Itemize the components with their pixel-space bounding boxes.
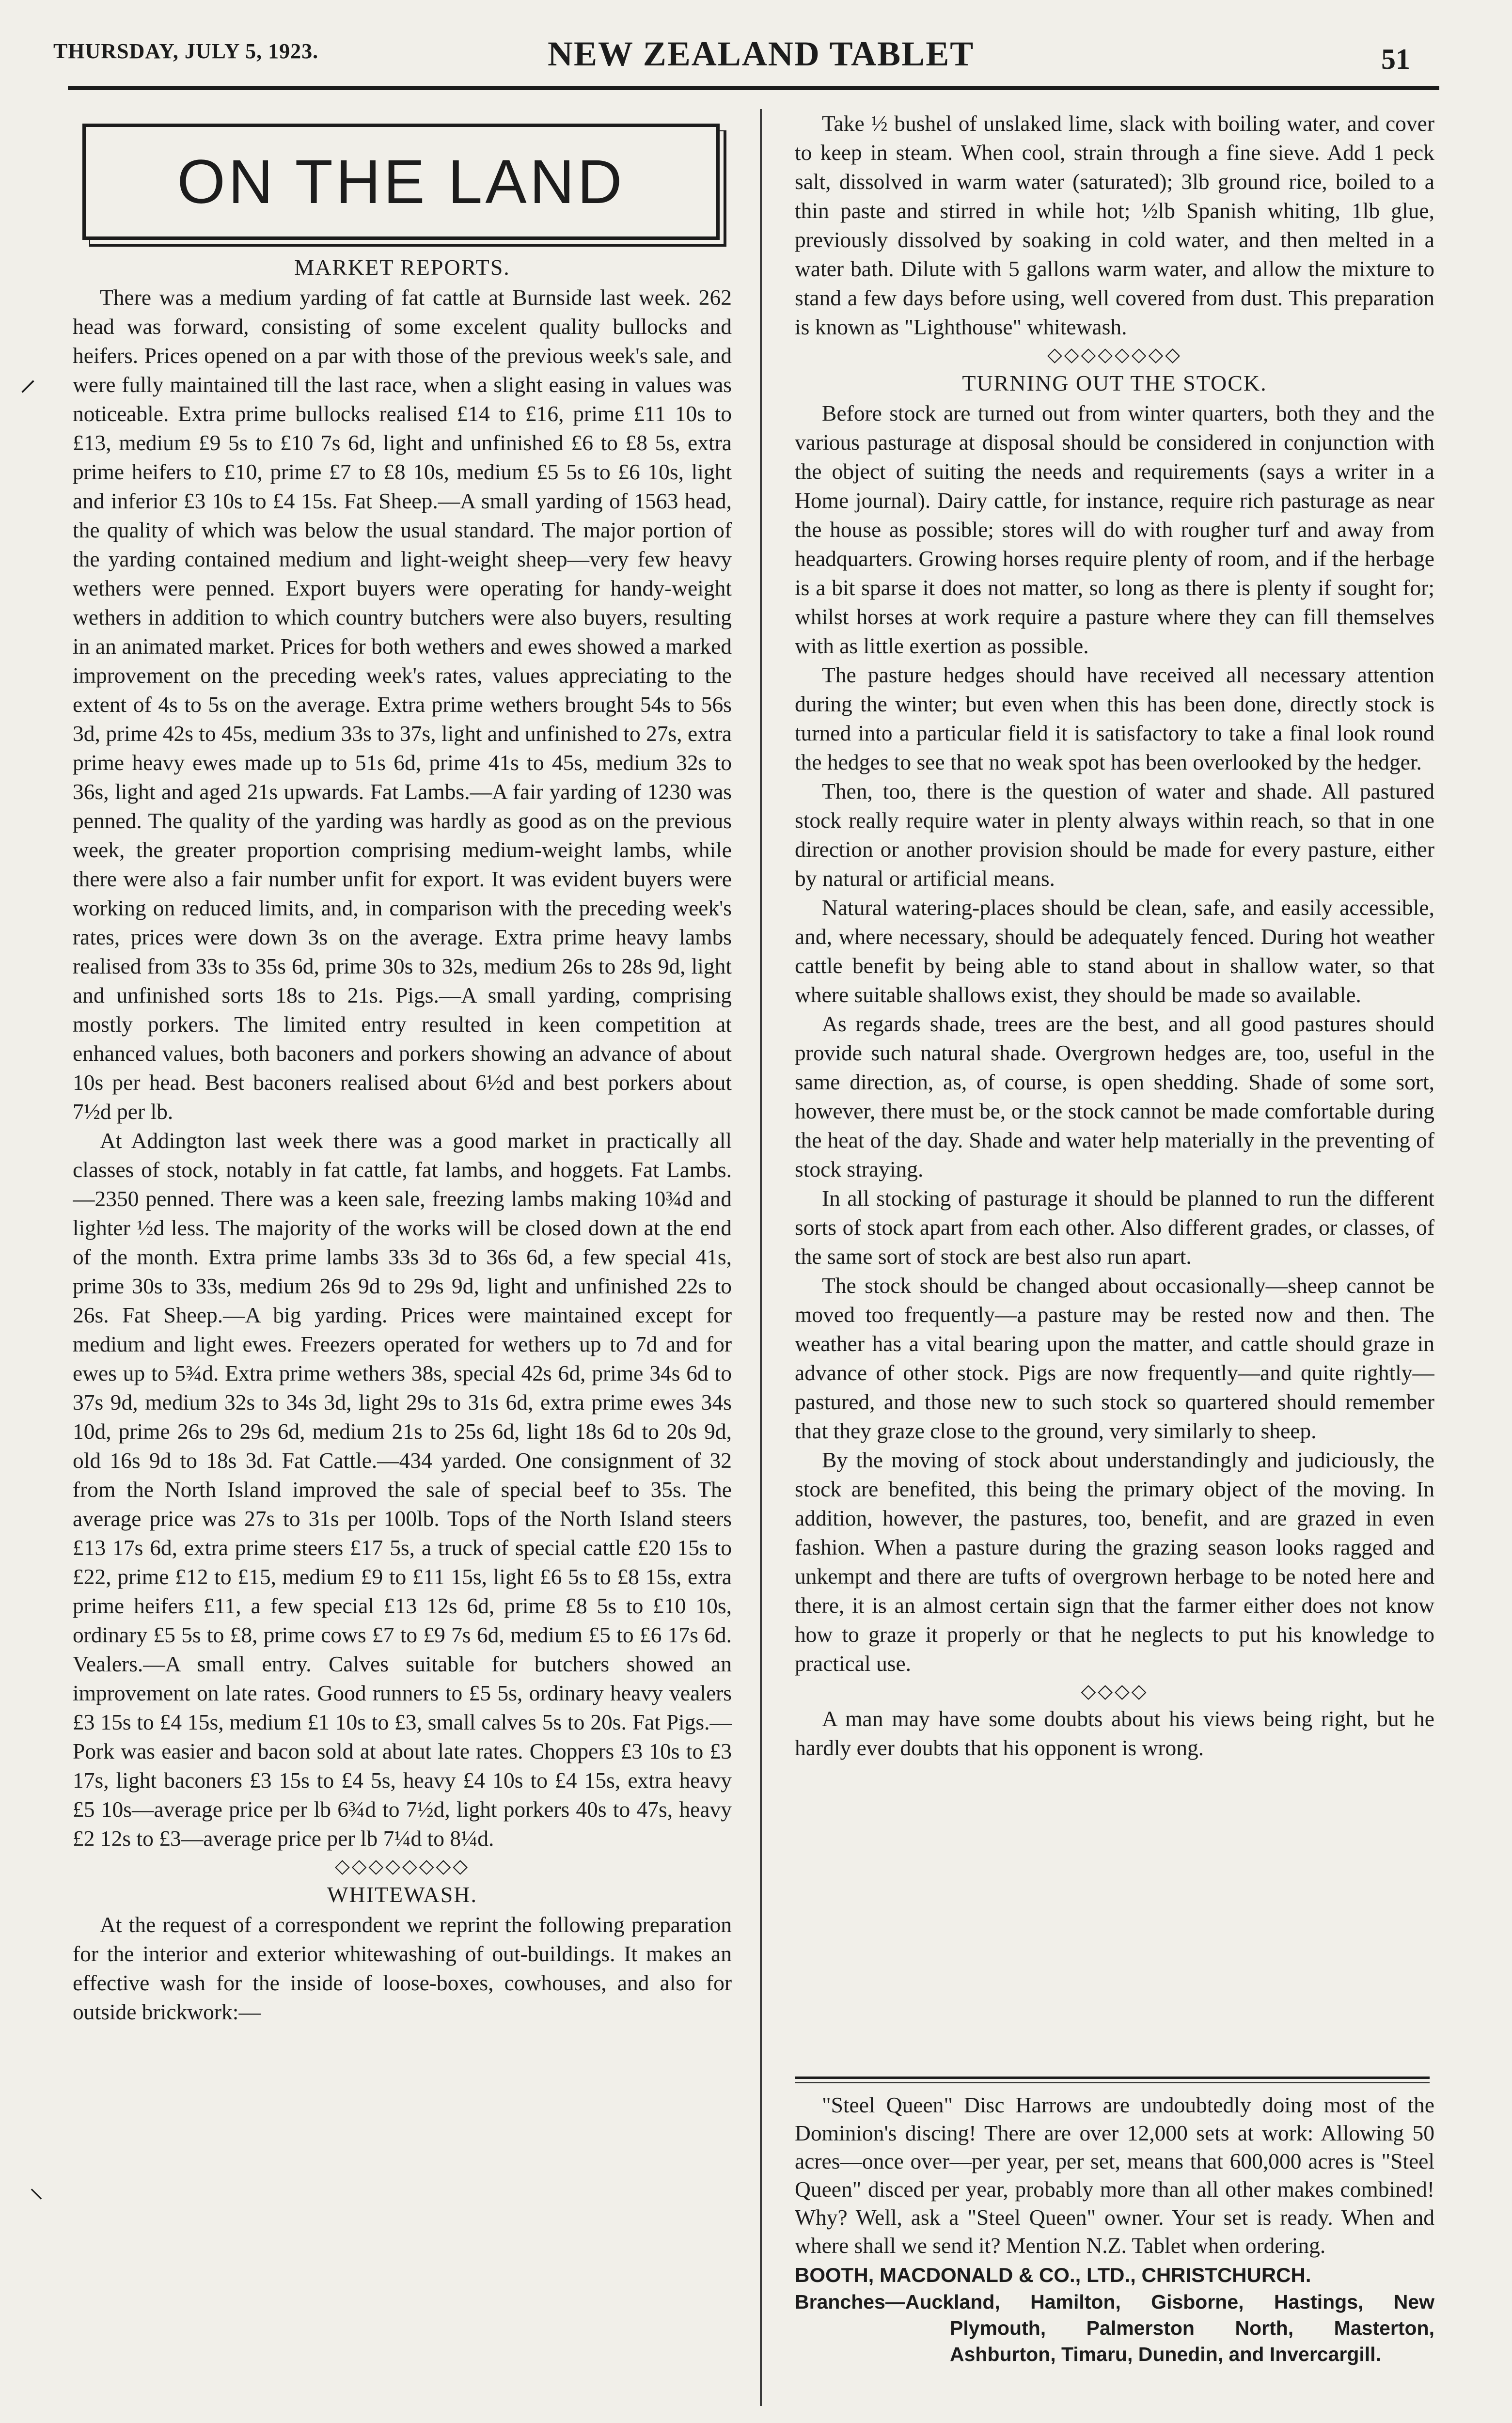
margin-mark: ⸝ — [19, 361, 36, 398]
left-column — [73, 252, 732, 2399]
advert-rule-thin — [795, 2082, 1430, 2083]
advert-branches: Branches—Auckland, Hamilton, Gisborne, Hastings, New Plymouth, Palmerston North, Masterton, Ashburton, Timaru, Dunedin, and Invercargill. — [795, 2291, 1434, 2365]
header-date: THURSDAY, JULY 5, 1923. — [53, 39, 319, 63]
masthead-title: NEW ZEALAND TABLET — [548, 34, 975, 73]
market-report-addington: At Addington last week there was a good market in practically all classes of stock, notably in fat cattle, fat lambs, and hoggets. Fat Lambs.—2350 penned. There was a keen sale, freezing lambs making 10¾d and lighter ½d less. The majority of the works will be closed down at the end of the month. Extra prime lambs 33s 3d to 36s 6d, a few special 41s, prime 30s to 33s, medium 26s 9d to 29s 9d, light and unfinished 22s to 26s. Fat Sheep.—A big yarding. Prices were maintained except for medium and light ewes. Freezers operated for wethers up to 7d and for ewes up to 5¾d. Extra prime wethers 38s, special 42s 6d, prime 34s 6d to 37s 9d, medium 32s to 34s 3d, light 29s to 31s 6d, extra prime ewes 34s 10d, prime 26s to 29s 6d, medium 21s to 25s 6d, light 18s 6d to 20s 9d, old 16s 9d to 18s 3d. Fat Cattle.—434 yarded. One consignment of 32 from the North Island improved the sale of special beef to 35s. The average price was 27s to 31s per 100lb. Tops of the North Island steers £13 17s 6d, extra prime steers £17 5s, a truck of special cattle £20 15s to £22, prime £12 to £15, medium £9 to £11 15s, light £6 5s to £8 15s, extra prime heifers £11, a few special £13 12s 6d, prime £8 5s to £10 10s, ordinary £5 5s to £8, prime cows £7 to £9 7s 6d, medium £5 to £6 17s 6d. Vealers.—A small entry. Calves suitable for butchers showed an improvement on late rates. Good runners to £5 5s, ordinary heavy vealers £3 15s to £4 15s, medium £1 10s to £3, small calves 5s to 20s. Fat Pigs.—Pork was easier and bacon sold at about late rates. Choppers £3 10s to £3 17s, light baconers £3 15s to £4 5s, heavy £4 10s to £4 15s, extra heavy £5 10s—average price per lb 6¾d to 7½d, light porkers 40s to 47s, heavy £2 12s to £3—average price per lb 7¼d to 8¼d. — [73, 1128, 732, 1851]
steel-queen-advert — [795, 2091, 1434, 2367]
right-column — [795, 109, 1434, 2077]
ornament-divider: ◇◇◇◇◇◇◇◇ — [1047, 344, 1182, 365]
column-divider — [760, 109, 762, 2406]
stock-paragraph: Then, too, there is the question of water and shade. All pastured stock really require water in plenty always within reach, so that in one direction or another provision should be made for every pasture, either by natural or artificial means. — [795, 779, 1434, 891]
stock-paragraph: The pasture hedges should have received all necessary attention during the winter; but even when this has been done, directly stock is turned into a particular field it is satisfactory to take a final look round the hedges to see that no weak spot has been overlooked by the hedger. — [795, 662, 1434, 774]
ornament-divider-short: ◇◇◇◇ — [1081, 1680, 1149, 1702]
turning-out-stock-heading: TURNING OUT THE STOCK. — [962, 371, 1267, 395]
whitewash-intro: At the request of a correspondent we reprint the following preparation for the interior and exterior whitewashing of out-buildings. It makes an effective wash for the inside of loose-boxes, cowhouses, and also for outside brickwork:— — [73, 1912, 732, 2024]
header-rule — [68, 86, 1439, 90]
advert-company: BOOTH, MACDONALD & CO., LTD., CHRISTCHURCH. — [795, 2264, 1311, 2286]
ornament-divider: ◇◇◇◇◇◇◇◇ — [334, 1855, 470, 1877]
stock-paragraph: Natural watering-places should be clean, safe, and easily accessible, and, where necessary, should be adequately fenced. During hot weather cattle benefit by being able to stand about in shallow water, so that where suitable shallows exist, they should be made so available. — [795, 895, 1434, 1007]
section-banner — [82, 124, 720, 240]
advert-body: "Steel Queen" Disc Harrows are undoubtedly doing most of the Dominion's discing! There are over 12,000 sets at work: Allowing 50 acres—once over—per year, per set, means that 600,000 acres is "Steel Queen" disced per year, probably more than all other makes combined! Why? Well, ask a "Steel Queen" owner. Your set is ready. When and where shall we send it? Mention N.Z. Tablet when ordering. — [795, 2093, 1434, 2258]
whitewash-heading: WHITEWASH. — [327, 1882, 477, 1907]
stock-paragraph: In all stocking of pasturage it should be planned to run the different sorts of stock apart from each other. Also different grades, or classes, of the same sort of stock are best also run apart. — [795, 1186, 1434, 1269]
advert-rule — [795, 2077, 1430, 2079]
margin-mark: ⸜ — [29, 2171, 44, 2203]
section-banner-title: ON THE LAND — [177, 147, 625, 217]
stock-paragraph: By the moving of stock about understandingly and judiciously, the stock are benefited, this being the primary object of the moving. In addition, however, the pastures, too, benefit, and are grazed in even fashion. When a pasture during the grazing season looks ragged and unkempt and there are tufts of overgrown herbage to be noted here and there, it is an almost certain sign that the farmer either does not know how to graze it properly or that he neglects to put his knowledge to practical use. — [795, 1448, 1434, 1676]
stock-paragraph: Before stock are turned out from winter quarters, both they and the various pasturage at disposal should be considered in conjunction with the object of suiting the needs and requirements (says a writer in a Home journal). Dairy cattle, for instance, require rich pasturage as near the house as possible; stores will do with rougher turf and away from headquarters. Growing horses require plenty of room, and if the herbage is a bit sparse it does not matter, so long as there is plenty if sought for; whilst horses at work require a pasture where they can fill themselves with as little exertion as possible. — [795, 401, 1434, 658]
quip-paragraph: A man may have some doubts about his views being right, but he hardly ever doubts that his opponent is wrong. — [795, 1706, 1434, 1760]
whitewash-recipe: Take ½ bushel of unslaked lime, slack with boiling water, and cover to keep in steam. When cool, strain through a fine sieve. Add 1 peck salt, dissolved in warm water (saturated); 3lb ground rice, boiled to a thin paste and stirred in while hot; ½lb Spanish whiting, 1lb glue, previously dissolved by soaking in cold water, and then melted in a water bath. Dilute with 5 gallons warm water, and allow the mixture to stand a few days before using, well covered from dust. This preparation is known as "Lighthouse" whitewash. — [795, 111, 1434, 339]
page-number: 51 — [1381, 43, 1410, 75]
market-report-burnside: There was a medium yarding of fat cattle at Burnside last week. 262 head was forward, consisting of some excelent quality bullocks and heifers. Prices opened on a par with those of the previous week's sale, and were fully maintained till the last race, when a slight easing in values was noticeable. Extra prime bullocks realised £14 to £16, prime £11 10s to £13, medium £9 5s to £10 7s 6d, light and unfinished £6 to £8 5s, extra prime heifers to £10, prime £7 to £8 10s, medium £5 5s to £6 10s, light and inferior £3 10s to £4 15s. Fat Sheep.—A small yarding of 1563 head, the quality of which was below the usual standard. The major portion of the yarding contained medium and light-weight sheep—very few heavy wethers were penned. Export buyers were operating for handy-weight wethers in addition to which country butchers were also buyers, resulting in an animated market. Prices for both wethers and ewes showed a marked improvement on the preceding week's rates, values appreciating to the extent of 4s to 5s on the average. Extra prime wethers brought 54s to 56s 3d, prime 42s to 45s, medium 33s to 37s, light and unfinished to 27s, extra prime heavy ewes made up to 51s 6d, prime 41s to 45s, medium 32s to 36s, light and aged 21s upwards. Fat Lambs.—A fair yarding of 1230 was penned. The quality of the yarding was hardly as good as on the previous week, the greater proportion comprising medium-weight lambs, while there were also a fair number unfit for export. It was evident buyers were working on reduced limits, and, in comparison with the preceding week's rates, prices were down 3s on the average. Extra prime heavy lambs realised from 33s to 35s 6d, prime 30s to 32s, medium 26s to 28s 9d, light and unfinished sorts 18s to 21s. Pigs.—A small yarding, comprising mostly porkers. The limited entry resulted in keen competition at enhanced values, both baconers and porkers showing an advance of about 10s per head. Best baconers realised about 6½d and best porkers about 7½d per lb. — [73, 285, 732, 1124]
stock-paragraph: The stock should be changed about occasionally—sheep cannot be moved too frequently—a pasture may be rested now and then. The weather has a vital bearing upon the matter, and cattle should graze in advance of other stock. Pigs are now frequently—and quite rightly—pastured, and those new to such stock so quartered should remember that they graze close to the ground, very similarly to sheep. — [795, 1273, 1434, 1443]
market-reports-heading: MARKET REPORTS. — [294, 255, 510, 280]
stock-paragraph: As regards shade, trees are the best, and all good pastures should provide such natural shade. Overgrown hedges are, too, useful in the same direction, as, of course, is open shedding. Shade of some sort, however, there must be, or the stock cannot be made comfortable during the heat of the day. Shade and water help materially in the preventing of stock straying. — [795, 1011, 1434, 1181]
